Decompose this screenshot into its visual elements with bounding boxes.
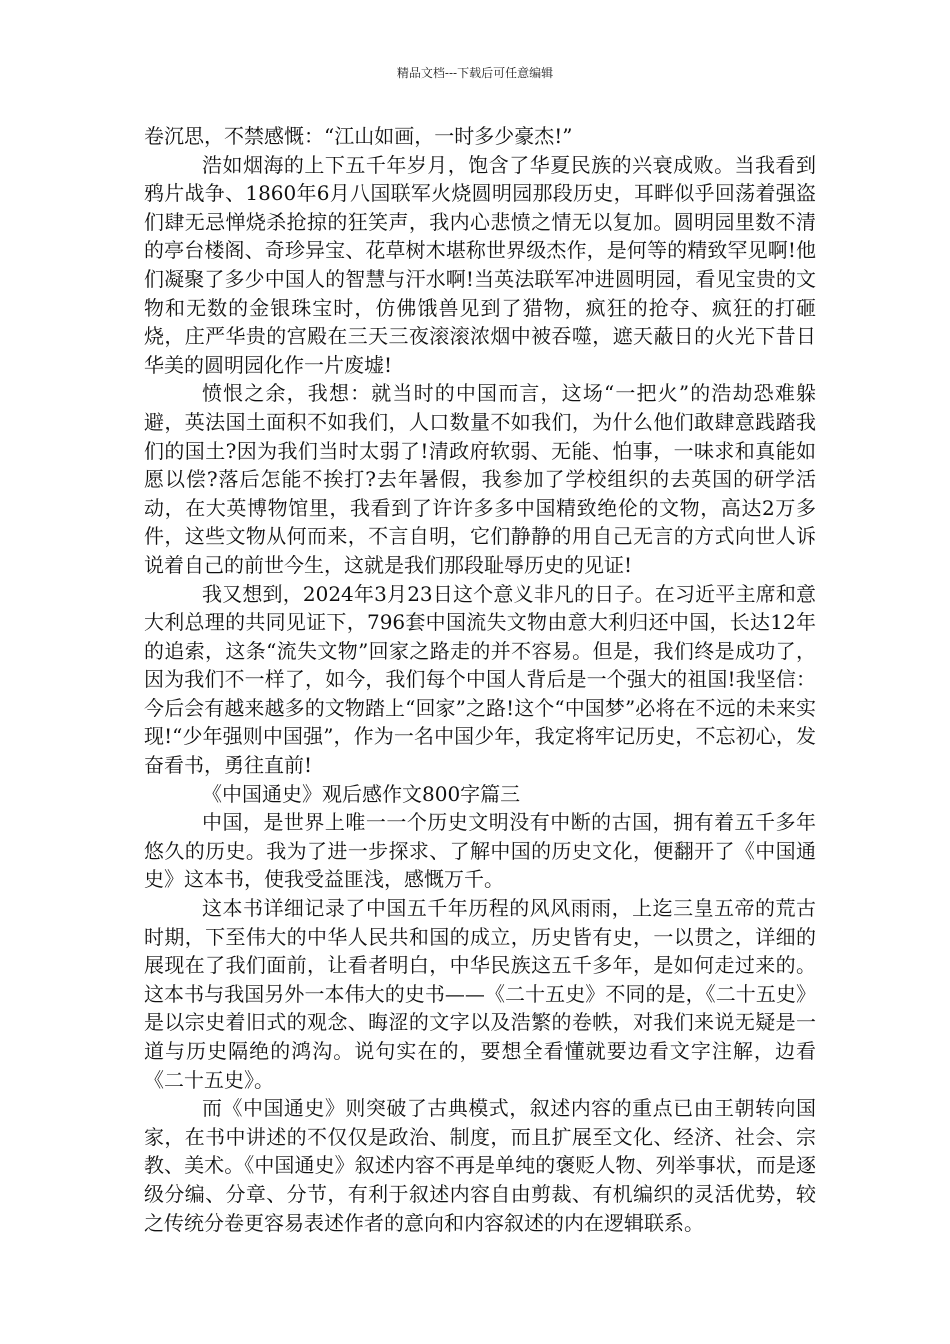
page-header: 精品文档---下载后可任意编辑 (396, 66, 554, 80)
section-heading: 《中国通史》观后感作文800字篇三 (202, 781, 521, 806)
paragraph-continuation: 卷沉思，不禁感慨：“江山如画，一时多少豪杰!” (144, 124, 573, 148)
paragraph: 而《中国通史》则突破了古典模式，叙述内容的重点已由王朝转向国家，在书中讲述的不仅仅是政治、制度，而且扩展至文化、经济、社会、宗教、美术。《中国通史》叙述内容不再是单纯的褒贬人物、列举事状，而是逐级分编、分章、分节，有利于叙述内容自由剪裁、有机编织的灵活优势，较之传统分卷更容易表述作者的意向和内容叙述的内在逻辑联系。 (144, 1096, 816, 1235)
paragraph: 这本书详细记录了中国五千年历程的风风雨雨，上迄三皇五帝的荒古时期，下至伟大的中华人民共和国的成立，历史皆有史，一以贯之，详细的展现在了我们面前，让看者明白，中华民族这五千多年，是如何走过来的。这本书与我国另外一本伟大的史书——《二十五史》不同的是，《二十五史》是以宗史着旧式的观念、晦涩的文字以及浩繁的卷帙，对我们来说无疑是一道与历史隔绝的鸿沟。说句实在的，要想全看懂就要边看文字注解，边看《二十五史》。 (144, 896, 816, 1092)
paragraph: 愤恨之余，我想：就当时的中国而言，这场“一把火”的浩劫恐难躲避，英法国土面积不如我们，人口数量不如我们，为什么他们敢肆意践踏我们的国土?因为我们当时太弱了!清政府软弱、无能、怕事，一味求和真能如愿以偿?落后怎能不挨打?去年暑假，我参加了学校组织的去英国的研学活动，在大英博物馆里，我看到了许许多多中国精致绝伦的文物，高达2万多件，这些文物从何而来，不言自明，它们静静的用自己无言的方式向世人诉说着自己的前世今生，这就是我们那段耻辱历史的见证! (144, 381, 816, 577)
paragraph: 浩如烟海的上下五千年岁月，饱含了华夏民族的兴衰成败。当我看到鸦片战争、1860年6月八国联军火烧圆明园那段历史，耳畔似乎回荡着强盗们肆无忌惮烧杀抢掠的狂笑声，我内心悲愤之情无以复加。圆明园里数不清的亭台楼阁、奇珍异宝、花草树木堪称世界级杰作，是何等的精致罕见啊!他们凝聚了多少中国人的智慧与汗水啊!当英法联军冲进圆明园，看见宝贵的文物和无数的金银珠宝时，仿佛饿兽见到了猎物，疯狂的抢夺、疯狂的打砸烧，庄严华贵的宫殿在三天三夜滚滚浓烟中被吞噬，遮天蔽日的火光下昔日华美的圆明园化作一片废墟! (144, 152, 816, 377)
document-body (144, 122, 816, 1237)
paragraph: 中国，是世界上唯一一个历史文明没有中断的古国，拥有着五千多年悠久的历史。我为了进一步探求、了解中国的历史文化，便翻开了《中国通史》这本书，使我受益匪浅，感慨万千。 (144, 810, 816, 892)
paragraph: 我又想到，2024年3月23日这个意义非凡的日子。在习近平主席和意大利总理的共同见证下，796套中国流失文物由意大利归还中国，长达12年的追索，这条“流失文物”回家之路走的并不容易。但是，我们终是成功了，因为我们不一样了，如今，我们每个中国人背后是一个强大的祖国!我坚信：今后会有越来越多的文物踏上“回家”之路!这个“中国梦”必将在不远的未来实现!“少年强则中国强”，作为一名中国少年，我定将牢记历史，不忘初心，发奋看书，勇往直前! (144, 581, 816, 778)
